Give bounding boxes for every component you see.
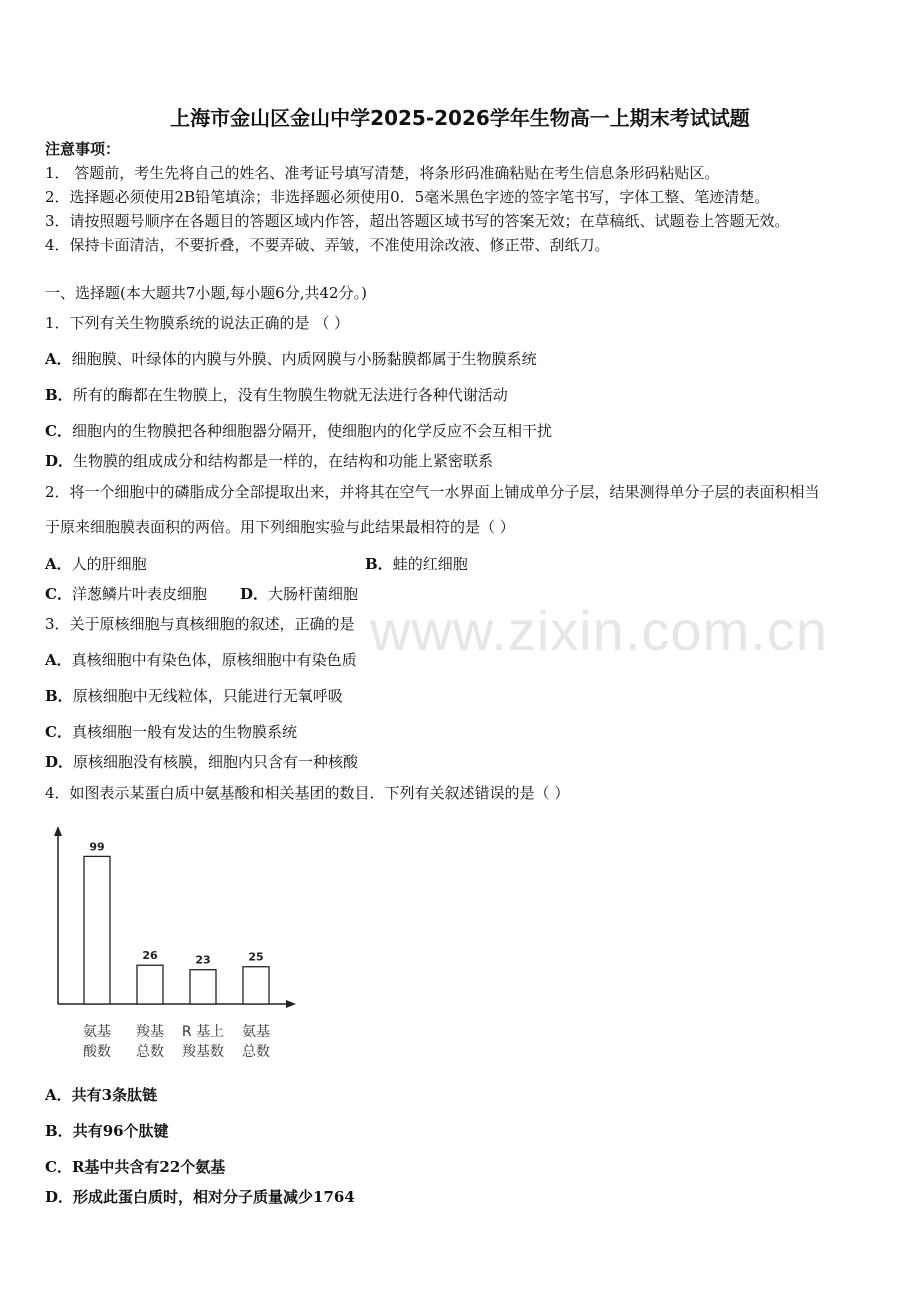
option-text: 原核细胞没有核膜，细胞内只含有一种核酸 — [73, 753, 359, 771]
option-text: 所有的酶都在生物膜上，没有生物膜生物就无法进行各种代谢活动 — [72, 386, 508, 404]
option-b — [45, 686, 343, 706]
question-stem: 3．关于原核细胞与真核细胞的叙述，正确的是 — [45, 615, 355, 633]
option-text: 共有96个肽键 — [72, 1122, 169, 1140]
option-d — [240, 584, 358, 604]
x-tick-label-line: 羧基数 — [182, 1044, 224, 1060]
option-letter: C． — [45, 1158, 72, 1176]
option-text: 人的肝细胞 — [71, 555, 147, 573]
option-letter: B． — [365, 555, 393, 573]
watermark: www.zixin.com.cn — [370, 599, 828, 662]
x-tick-label-line: 总数 — [242, 1044, 270, 1060]
option-text: 生物膜的组成成分和结构都是一样的，在结构和功能上紧密联系 — [73, 452, 494, 470]
option-b — [45, 385, 508, 405]
option-text: 细胞内的生物膜把各种细胞器分隔开，使细胞内的化学反应不会互相干扰 — [71, 422, 552, 440]
option-letter: B． — [45, 386, 73, 404]
option-text: 大肠杆菌细胞 — [268, 585, 359, 603]
option-d — [45, 451, 493, 471]
section-heading: 一、选择题(本大题共7小题,每小题6分,共42分。) — [45, 284, 367, 302]
option-a — [45, 349, 537, 369]
option-text: 真核细胞中有染色体，原核细胞中有染色质 — [71, 651, 357, 669]
option-letter: C． — [45, 723, 72, 741]
option-a — [45, 650, 357, 670]
x-tick-label-line: 酸数 — [83, 1044, 111, 1060]
y-axis-arrow — [54, 826, 62, 836]
x-tick-label — [120, 1022, 180, 1062]
bar-data-label: 26 — [142, 949, 158, 963]
bar-data-label: 99 — [89, 840, 105, 854]
option-text: 原核细胞中无线粒体，只能进行无氧呼吸 — [72, 687, 343, 705]
bar — [190, 970, 216, 1004]
option-letter: C． — [45, 422, 72, 440]
option-c — [45, 584, 207, 604]
x-tick-label-line: 氨基 — [83, 1024, 111, 1040]
notice-item: 3．请按照题号顺序在各题目的答题区域内作答，超出答题区域书写的答案无效；在草稿纸、试题卷上答题无效。 — [45, 212, 790, 230]
option-c — [45, 722, 297, 742]
question-stem: 2．将一个细胞中的磷脂成分全部提取出来，并将其在空气一水界面上铺成单分子层，结果测得单分子层的表面积相当 — [45, 483, 820, 501]
x-axis-arrow — [286, 1000, 296, 1008]
notice-item: 1． 答题前，考生先将自己的姓名、准考证号填写清楚，将条形码准确粘贴在考生信息条形码粘贴区。 — [45, 164, 720, 182]
x-tick-label — [226, 1022, 286, 1062]
option-letter: A． — [45, 350, 72, 368]
x-tick-label — [67, 1022, 127, 1062]
bar — [243, 967, 269, 1004]
option-text: R基中共含有22个氨基 — [71, 1158, 226, 1176]
notice-item: 2．选择题必须使用2B铅笔填涂；非选择题必须使用0．5毫米黑色字迹的签字笔书写，字体工整、笔迹清楚。 — [45, 188, 770, 206]
option-b — [365, 554, 468, 574]
notice-heading: 注意事项： — [45, 140, 121, 158]
option-d — [45, 1187, 355, 1207]
option-letter: A． — [45, 555, 72, 573]
option-text: 洋葱鳞片叶表皮细胞 — [71, 585, 207, 603]
option-letter: D． — [45, 1188, 74, 1206]
option-b — [45, 1121, 169, 1141]
option-a — [45, 554, 147, 574]
bar — [137, 965, 163, 1004]
x-tick-label-line: 氨基 — [242, 1024, 270, 1040]
option-text: 细胞膜、叶绿体的内膜与外膜、内质网膜与小肠黏膜都属于生物膜系统 — [71, 350, 537, 368]
x-tick-label — [173, 1022, 233, 1062]
option-letter: D． — [45, 452, 74, 470]
option-letter: B． — [45, 687, 73, 705]
question-stem-cont: 于原来细胞膜表面积的两倍。用下列细胞实验与此结果最相符的是（ ） — [45, 518, 515, 536]
option-text: 蛙的红细胞 — [392, 555, 468, 573]
option-letter: D． — [240, 585, 269, 603]
option-c — [45, 421, 552, 441]
bar — [84, 856, 110, 1004]
bar-data-label: 23 — [195, 953, 211, 967]
option-letter: A． — [45, 1086, 72, 1104]
page-title: 上海市金山区金山中学2025-2026学年生物高一上期末考试试题 — [170, 106, 750, 130]
x-tick-label-line: 羧基 — [136, 1024, 164, 1040]
option-text: 共有3条肽链 — [71, 1086, 158, 1104]
option-d — [45, 752, 358, 772]
question-stem: 1．下列有关生物膜系统的说法正确的是 （ ） — [45, 314, 350, 332]
option-letter: B． — [45, 1122, 73, 1140]
option-text: 形成此蛋白质时，相对分子质量减少1764 — [73, 1188, 355, 1206]
notice-item: 4．保持卡面清洁，不要折叠，不要弄破、弄皱，不准使用涂改液、修正带、刮纸刀。 — [45, 236, 610, 254]
x-tick-label-line: R 基上 — [181, 1024, 225, 1040]
question-stem: 4．如图表示某蛋白质中氨基酸和相关基团的数目．下列有关叙述错误的是（ ） — [45, 784, 570, 802]
option-letter: D． — [45, 753, 74, 771]
bar-data-label: 25 — [248, 950, 264, 964]
option-text: 真核细胞一般有发达的生物膜系统 — [71, 723, 297, 741]
option-letter: C． — [45, 585, 72, 603]
option-c — [45, 1157, 225, 1177]
option-letter: A． — [45, 651, 72, 669]
option-a — [45, 1085, 157, 1105]
x-tick-label-line: 总数 — [136, 1044, 164, 1060]
